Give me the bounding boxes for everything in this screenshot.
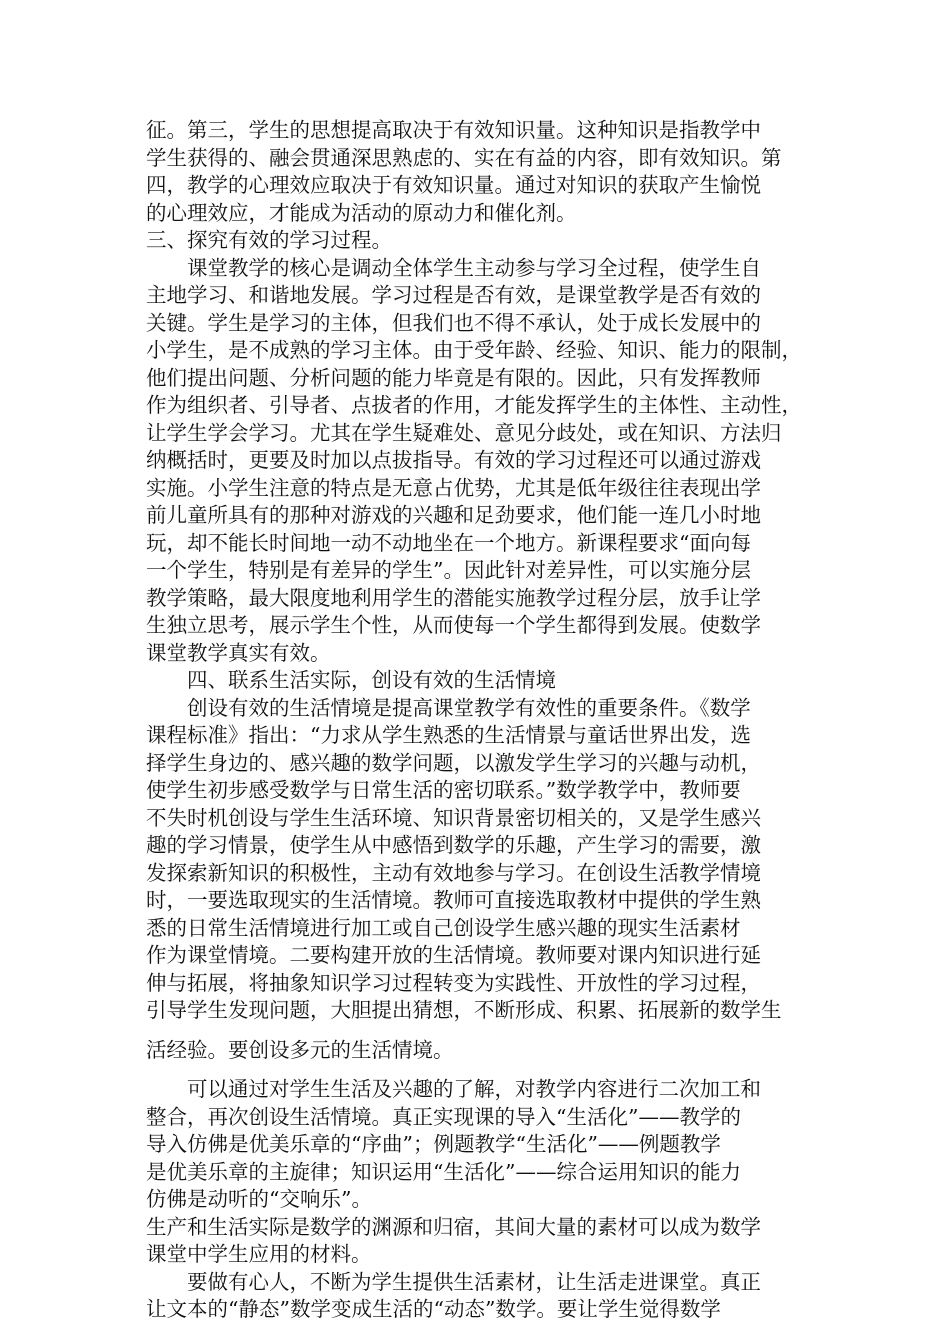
text-line: 纳概括时，更要及时加以点拔指导。有效的学习过程还可以通过游戏 — [146, 448, 761, 472]
text-line: 的心理效应，才能成为活动的原动力和催化剂。 — [146, 200, 577, 225]
text-line: 课堂教学真实有效。 — [146, 640, 331, 665]
text-line: 他们提出问题、分析问题的能力毕竟是有限的。因此，只有发挥教师 — [146, 365, 761, 390]
text-line: 主地学习、和谐地发展。学习过程是否有效，是课堂教学是否有效的 — [146, 283, 761, 307]
text-line: 发探索新知识的积极性，主动有效地参与学习。在创设生活教学情境 — [146, 860, 761, 885]
text-line: 伸与拓展，将抽象知识学习过程转变为实践性、开放性的学习过程， — [146, 970, 761, 995]
text-line: 引导学生发现问题，大胆提出猜想，不断形成、积累、拓展新的数学生 — [146, 998, 782, 1022]
text-line: 仿佛是动听的“交响乐”。 — [146, 1187, 372, 1211]
text-line: 课程标准》指出：“力求从学生熟悉的生活情景与童话世界出发，选 — [146, 723, 751, 747]
text-line: 让学生学会学习。尤其在学生疑难处、意见分歧处，或在知识、方法归 — [146, 420, 782, 445]
text-line: 生独立思考，展示学生个性，从而使每一个学生都得到发展。使数学 — [146, 613, 761, 637]
text-line: 前儿童所具有的那种对游戏的兴趣和足劲要求，他们能一连几小时地 — [146, 503, 761, 527]
text-line: 整合，再次创设生活情境。真正实现课的导入“生活化”——教学的 — [146, 1104, 741, 1129]
text-line: 作为组织者、引导者、点拔者的作用，才能发挥学生的主体性、主动性， — [146, 393, 802, 417]
text-line: 四，教学的心理效应取决于有效知识量。通过对知识的获取产生愉悦 — [146, 173, 761, 197]
text-line: 玩，却不能长时间地一动不动地坐在一个地方。新课程要求“面向每 — [146, 530, 751, 555]
text-line: 课堂中学生应用的材料。 — [146, 1242, 372, 1266]
line-spacer — [146, 1025, 822, 1037]
text-line: 征。第三，学生的思想提高取决于有效知识量。这种知识是指教学中 — [146, 118, 761, 142]
text-line: 小学生，是不成熟的学习主体。由于受年龄、经验、知识、能力的限制， — [146, 338, 802, 362]
body-text — [146, 117, 822, 1324]
text-line: 实施。小学生注意的特点是无意占优势，尤其是低年级往往表现出学 — [146, 475, 761, 500]
section-heading: 三、探究有效的学习过程。 — [146, 228, 392, 252]
text-line: 趣的学习情景，使学生从中感悟到数学的乐趣，产生学习的需要，激 — [146, 833, 761, 857]
text-line: 让文本的“静态”数学变成生活的“动态”数学。要让学生觉得数学 — [146, 1297, 721, 1321]
text-line: 要做有心人，不断为学生提供生活素材，让生活走进课堂。真正 — [146, 1269, 761, 1294]
text-line: 生产和生活实际是数学的渊源和归宿，其间大量的素材可以成为数学 — [146, 1214, 761, 1239]
section-heading: 四、联系生活实际，创设有效的生活情境 — [146, 668, 556, 692]
text-line: 学生获得的、融会贯通深思熟虑的、实在有益的内容，即有效知识。第 — [146, 145, 782, 170]
text-line: 教学策略，最大限度地利用学生的潜能实施教学过程分层，放手让学 — [146, 585, 761, 610]
text-line: 活经验。要创设多元的生活情境。 — [146, 1037, 454, 1062]
text-line: 导入仿佛是优美乐章的“序曲”；例题教学“生活化”——例题教学 — [146, 1132, 721, 1156]
text-line: 使学生初步感受数学与日常生活的密切联系。”数学教学中，教师要 — [146, 778, 741, 802]
text-line: 可以通过对学生生活及兴趣的了解，对教学内容进行二次加工和 — [146, 1077, 761, 1101]
line-spacer — [146, 1064, 822, 1076]
text-line: 课堂教学的核心是调动全体学生主动参与学习全过程，使学生自 — [146, 255, 761, 280]
text-line: 创设有效的生活情境是提高课堂教学有效性的重要条件。《数学 — [146, 695, 751, 720]
text-line: 关键。学生是学习的主体，但我们也不得不承认，处于成长发展中的 — [146, 310, 761, 335]
text-line: 一个学生，特别是有差异的学生”。因此针对差异性，可以实施分层 — [146, 558, 751, 582]
text-line: 悉的日常生活情境进行加工或自己创设学生感兴趣的现实生活素材 — [146, 915, 741, 940]
text-line: 不失时机创设与学生生活环境、知识背景密切相关的，又是学生感兴 — [146, 805, 761, 830]
text-line: 是优美乐章的主旋律；知识运用“生活化”——综合运用知识的能力 — [146, 1159, 741, 1184]
text-line: 时，一要选取现实的生活情境。教师可直接选取教材中提供的学生熟 — [146, 888, 761, 912]
text-line: 作为课堂情境。二要构建开放的生活情境。教师要对课内知识进行延 — [146, 943, 761, 967]
text-line: 择学生身边的、感兴趣的数学问题，以激发学生学习的兴趣与动机， — [146, 750, 761, 775]
